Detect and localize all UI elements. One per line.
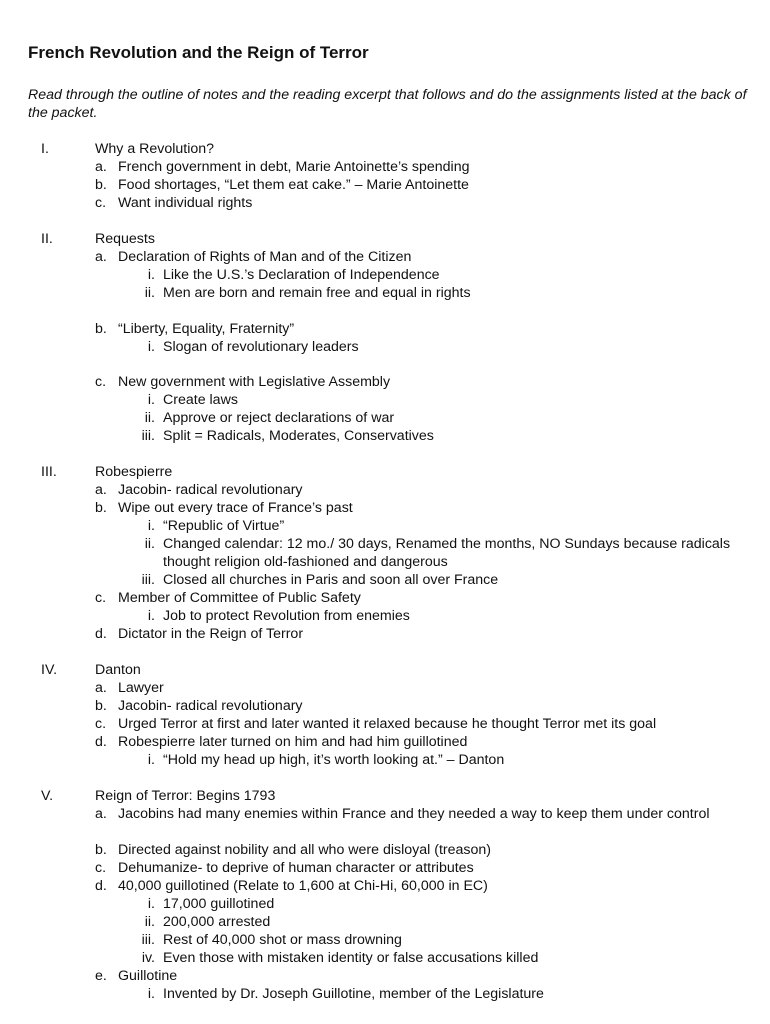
outline-subsubitem bbox=[0, 535, 770, 571]
outline-subsubitem-number: iii. bbox=[141, 572, 155, 589]
outline-subitem-text: Urged Terror at first and later wanted it relaxed because he thought Terror met its goal bbox=[118, 715, 657, 732]
outline-section-number: III. bbox=[41, 464, 57, 481]
outline-subsubitem bbox=[0, 931, 770, 949]
outline-subsubitem bbox=[0, 913, 770, 931]
outline-subsubitem-number: iii. bbox=[141, 428, 155, 445]
outline-subitem-text: Jacobins had many enemies within France and they needed a way to keep them under control bbox=[118, 805, 710, 822]
outline-subitem-text: French government in debt, Marie Antoinette’s spending bbox=[118, 159, 470, 175]
outline-subitem-number: c. bbox=[95, 195, 107, 211]
outline-subitem-text: Lawyer bbox=[118, 679, 164, 696]
outline-subsubitem-text: Men are born and remain free and equal in rights bbox=[163, 284, 471, 301]
outline-subsubitem bbox=[0, 895, 770, 913]
outline-spacer bbox=[0, 302, 770, 320]
outline-subsubitem bbox=[0, 985, 770, 1003]
outline-subitem bbox=[0, 158, 770, 176]
outline-subsubitem-text: Approve or reject declarations of war bbox=[163, 410, 395, 427]
outline-subitem bbox=[0, 805, 770, 841]
outline-subsubitem-number: ii. bbox=[144, 913, 155, 930]
outline-subsubitem-number: i. bbox=[147, 895, 155, 912]
outline-subitem-number: a. bbox=[95, 805, 107, 822]
outline-subitem bbox=[0, 877, 770, 895]
outline-subsubitem bbox=[0, 517, 770, 535]
outline-subitem bbox=[0, 176, 770, 194]
outline-section-text: Robespierre bbox=[95, 464, 173, 481]
outline-subsubitem bbox=[0, 266, 770, 284]
outline-subitem-text: Want individual rights bbox=[118, 195, 253, 211]
outline-subsubitem bbox=[0, 949, 770, 967]
outline-section-number: V. bbox=[41, 787, 54, 804]
outline-subitem bbox=[0, 625, 770, 643]
outline-subitem-number: d. bbox=[95, 626, 107, 643]
outline-subsubitem-number: ii. bbox=[144, 536, 155, 553]
outline-subitem-text: 40,000 guillotined (Relate to 1,600 at Chi-Hi, 60,000 in EC) bbox=[118, 877, 488, 894]
outline-section-text: Requests bbox=[95, 230, 155, 247]
outline-subsubitem-text: Slogan of revolutionary leaders bbox=[163, 338, 359, 355]
outline-subsubitem-text: “Hold my head up high, it’s worth looking at.” – Danton bbox=[163, 751, 505, 768]
outline-subitem bbox=[0, 859, 770, 877]
outline-subitem-number: b. bbox=[95, 177, 107, 193]
outline-spacer bbox=[0, 356, 770, 374]
outline-section bbox=[0, 661, 770, 679]
outline-subsubitem-text: Job to protect Revolution from enemies bbox=[163, 608, 410, 625]
outline-subitem bbox=[0, 967, 770, 985]
outline bbox=[0, 140, 770, 1003]
outline-subitem-number: a. bbox=[95, 482, 107, 499]
outline-subitem-number: d. bbox=[95, 877, 107, 894]
outline-subitem-number: b. bbox=[95, 500, 107, 517]
outline-section bbox=[0, 140, 770, 158]
outline-subitem bbox=[0, 715, 770, 733]
outline-subsubitem-text: Like the U.S.’s Declaration of Independence bbox=[163, 266, 440, 283]
outline-subitem-number: a. bbox=[95, 248, 107, 265]
outline-subsubitem bbox=[0, 751, 770, 769]
page-title: French Revolution and the Reign of Terror bbox=[28, 43, 369, 62]
outline-section bbox=[0, 787, 770, 805]
outline-subitem bbox=[0, 481, 770, 499]
outline-subitem-text: Jacobin- radical revolutionary bbox=[118, 697, 303, 714]
outline-subitem-text: Guillotine bbox=[118, 967, 178, 984]
outline-subitem-text: Dictator in the Reign of Terror bbox=[118, 626, 304, 643]
outline-subsubitem-text: Changed calendar: 12 mo./ 30 days, Renamed the months, NO Sundays because radicals thought religion old-fashioned and dangerous bbox=[163, 536, 731, 571]
outline-subitem bbox=[0, 733, 770, 751]
outline-subitem-text: Dehumanize- to deprive of human character or attributes bbox=[118, 859, 474, 876]
outline-subitem bbox=[0, 697, 770, 715]
outline-section bbox=[0, 463, 770, 481]
outline-subsubitem bbox=[0, 607, 770, 625]
outline-section-number: I. bbox=[41, 141, 49, 157]
outline-subsubitem bbox=[0, 284, 770, 302]
outline-subitem-text: “Liberty, Equality, Fraternity” bbox=[118, 320, 295, 337]
outline-subitem-number: b. bbox=[95, 697, 107, 714]
outline-section-text: Reign of Terror: Begins 1793 bbox=[95, 787, 276, 804]
outline-subitem-text: Directed against nobility and all who were disloyal (treason) bbox=[118, 841, 492, 858]
outline-subsubitem bbox=[0, 571, 770, 589]
outline-subsubitem-number: ii. bbox=[144, 284, 155, 301]
outline-subsubitem-text: Invented by Dr. Joseph Guillotine, member of the Legislature bbox=[163, 985, 544, 1002]
outline-subitem-text: Member of Committee of Public Safety bbox=[118, 590, 361, 607]
outline-subitem bbox=[0, 499, 770, 517]
outline-subsubitem-number: i. bbox=[147, 985, 155, 1002]
outline-subsubitem bbox=[0, 427, 770, 445]
outline-subsubitem-text: Rest of 40,000 shot or mass drowning bbox=[163, 931, 402, 948]
outline-subitem-number: e. bbox=[95, 967, 107, 984]
outline-subitem-number: b. bbox=[95, 841, 107, 858]
outline-section-number: II. bbox=[41, 230, 53, 247]
outline-subitem-text: New government with Legislative Assembly bbox=[118, 374, 391, 391]
outline-subitem-number: c. bbox=[95, 590, 107, 607]
outline-subitem-number: a. bbox=[95, 159, 107, 175]
outline-subitem-text: Food shortages, “Let them eat cake.” – Marie Antoinette bbox=[118, 177, 469, 193]
outline-subitem bbox=[0, 679, 770, 697]
outline-subsubitem-text: Create laws bbox=[163, 392, 238, 409]
outline-subitem-text: Declaration of Rights of Man and of the Citizen bbox=[118, 248, 412, 265]
outline-subitem-text: Robespierre later turned on him and had him guillotined bbox=[118, 733, 468, 750]
outline-subsubitem bbox=[0, 338, 770, 356]
outline-subitem bbox=[0, 248, 770, 266]
outline-subsubitem-number: i. bbox=[147, 392, 155, 409]
outline-subsubitem-number: i. bbox=[147, 608, 155, 625]
outline-subsubitem-number: i. bbox=[147, 266, 155, 283]
outline-spacer bbox=[0, 769, 770, 787]
outline-subitem-number: c. bbox=[95, 715, 107, 732]
outline-section-text: Why a Revolution? bbox=[95, 141, 215, 157]
outline-spacer bbox=[0, 445, 770, 463]
outline-subsubitem-text: “Republic of Virtue” bbox=[163, 518, 285, 535]
outline-section-text: Danton bbox=[95, 661, 141, 678]
outline-subsubitem-number: iv. bbox=[141, 949, 155, 966]
outline-subsubitem bbox=[0, 391, 770, 409]
outline-spacer bbox=[0, 212, 770, 230]
outline-subitem bbox=[0, 194, 770, 212]
outline-subsubitem-number: i. bbox=[147, 338, 155, 355]
outline-subitem-number: c. bbox=[95, 374, 107, 391]
outline-subitem-number: b. bbox=[95, 320, 107, 337]
outline-section bbox=[0, 230, 770, 248]
outline-subsubitem-text: Closed all churches in Paris and soon all over France bbox=[163, 572, 499, 589]
outline-subsubitem-number: i. bbox=[147, 751, 155, 768]
outline-subitem bbox=[0, 373, 770, 391]
outline-subsubitem-number: iii. bbox=[141, 931, 155, 948]
outline-subitem-text: Wipe out every trace of France’s past bbox=[118, 500, 353, 517]
outline-subitem-text: Jacobin- radical revolutionary bbox=[118, 482, 303, 499]
outline-subitem-number: d. bbox=[95, 733, 107, 750]
outline-section-number: IV. bbox=[41, 661, 58, 678]
intro-text: Read through the outline of notes and the reading excerpt that follows and do the assignments listed at the back of the packet. bbox=[28, 87, 747, 121]
outline-subsubitem-text: 17,000 guillotined bbox=[163, 895, 275, 912]
outline-subsubitem-number: i. bbox=[147, 518, 155, 535]
outline-subitem-number: c. bbox=[95, 859, 107, 876]
outline-subsubitem bbox=[0, 409, 770, 427]
outline-subsubitem-text: Split = Radicals, Moderates, Conservatives bbox=[163, 428, 434, 445]
outline-subitem bbox=[0, 589, 770, 607]
outline-subsubitem-number: ii. bbox=[144, 410, 155, 427]
outline-spacer bbox=[0, 643, 770, 661]
outline-subsubitem-text: 200,000 arrested bbox=[163, 913, 271, 930]
outline-subitem-number: a. bbox=[95, 679, 107, 696]
outline-subsubitem-text: Even those with mistaken identity or false accusations killed bbox=[163, 949, 539, 966]
outline-subitem bbox=[0, 841, 770, 859]
outline-subitem bbox=[0, 320, 770, 338]
